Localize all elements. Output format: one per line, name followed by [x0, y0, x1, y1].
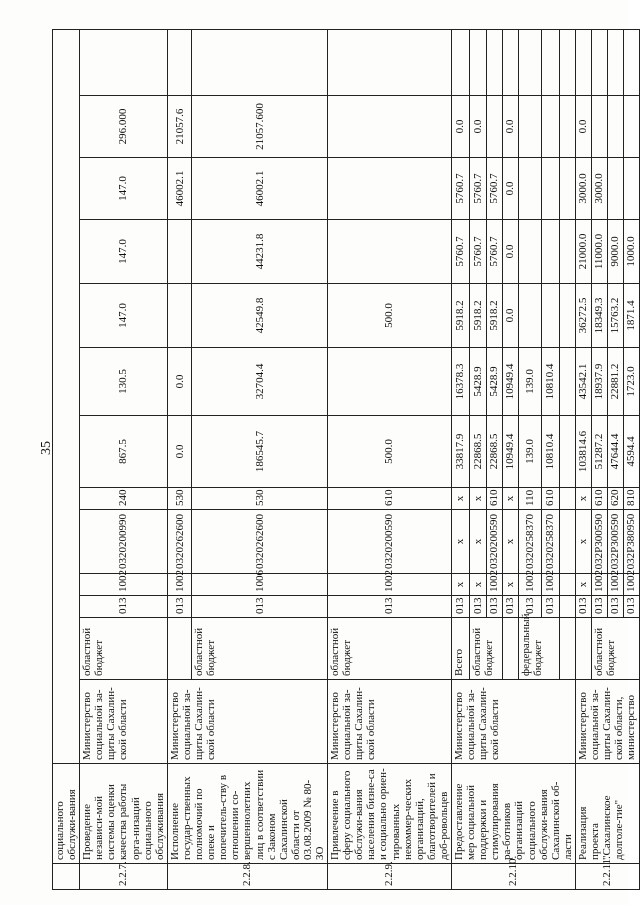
table-row: [328, 29, 452, 889]
value-3: 9000.0: [607, 220, 623, 284]
code-grbs: 013: [328, 596, 452, 618]
value-total: 867.5: [80, 416, 168, 488]
value-4: 5760.7: [470, 158, 487, 220]
value-4: 5760.7: [452, 158, 470, 220]
code-rzpr: 1002: [607, 574, 623, 596]
code-vr: 530: [167, 488, 191, 510]
value-5: [328, 96, 452, 158]
value-5: [541, 96, 559, 158]
value-6: [486, 29, 502, 95]
value-1: 139.0: [518, 348, 541, 416]
value-3: 21000.0: [575, 220, 591, 284]
code-csr: х: [575, 510, 591, 574]
budget-table: [52, 29, 640, 890]
code-vr: 610: [541, 488, 559, 510]
value-1: 130.5: [80, 348, 168, 416]
code-grbs: 013: [607, 596, 623, 618]
value-6: [623, 29, 639, 95]
value-6: [591, 29, 607, 95]
code-rzpr: х: [575, 574, 591, 596]
page-number: 35: [39, 441, 54, 455]
code-csr: 0320258370: [541, 510, 559, 574]
executor: Министерство социальной за-щиты Сахалин-ской области: [452, 680, 576, 764]
value-5: [623, 96, 639, 158]
value-4: 0.0: [502, 158, 518, 220]
value-2: 15763.2: [607, 284, 623, 348]
code-csr: 0320262600: [167, 510, 191, 574]
value-3: 0.0: [502, 220, 518, 284]
value-4: 147.0: [80, 158, 168, 220]
value-4: 5760.7: [486, 158, 502, 220]
value-total: 0.0: [167, 416, 191, 488]
funding-source: областной бюджет: [192, 618, 328, 680]
measure-name: Проведение независи-мой системы оценки качества работы орга-низаций социального обслуживания: [80, 764, 168, 864]
code-rzpr: 1002: [486, 574, 502, 596]
table-body: [53, 29, 640, 889]
code-grbs: 013: [541, 596, 559, 618]
code-csr: х: [470, 510, 487, 574]
value-1: [328, 348, 452, 416]
measure-name: Привлечение в сферу социального обслужи-вания населения бизне-са и социально ориен-тированных некоммер-ческих организаций, благотворителей и доб-ровольцев: [328, 764, 452, 864]
value-3: 147.0: [80, 220, 168, 284]
value-3: 5760.7: [470, 220, 487, 284]
funding-source: областной бюджет: [328, 618, 452, 680]
value-1: 10949.4: [502, 348, 518, 416]
executor: Министерство социальной за-щиты Сахалин-ской области: [167, 680, 327, 764]
row-number: 2.2.10.: [452, 864, 576, 890]
value-1: 1723.0: [623, 348, 639, 416]
value-3: 5760.7: [486, 220, 502, 284]
code-vr: 620: [607, 488, 623, 510]
code-grbs: 013: [452, 596, 470, 618]
value-1: 5428.9: [486, 348, 502, 416]
value-2: 42549.8: [192, 284, 328, 348]
value-3: 11000.0: [591, 220, 607, 284]
value-6: [518, 29, 541, 95]
value-2: 5918.2: [452, 284, 470, 348]
value-total: 186545.7: [192, 416, 328, 488]
funding-source: областной бюджет: [591, 618, 639, 680]
value-2: 147.0: [80, 284, 168, 348]
funding-source: областной бюджет: [80, 618, 168, 680]
code-rzpr: 1006: [192, 574, 328, 596]
code-rzpr: 1002: [518, 574, 541, 596]
code-rzpr: 1002: [591, 574, 607, 596]
code-vr: 530: [192, 488, 328, 510]
value-6: [470, 29, 487, 95]
value-total: 139.0: [518, 416, 541, 488]
code-vr: 610: [591, 488, 607, 510]
value-4: 3000.0: [591, 158, 607, 220]
row-number: 2.2.9.: [328, 864, 452, 890]
code-rzpr: х: [502, 574, 518, 596]
code-vr: х: [470, 488, 487, 510]
value-2: 1871.4: [623, 284, 639, 348]
value-6: [80, 29, 168, 95]
value-total: 4594.4: [623, 416, 639, 488]
value-6: [328, 29, 452, 95]
value-2: [518, 284, 541, 348]
value-2: 18349.3: [591, 284, 607, 348]
value-4: [607, 158, 623, 220]
value-5: [518, 96, 541, 158]
value-total: 500.0: [328, 416, 452, 488]
value-6: [192, 29, 328, 95]
value-4: [623, 158, 639, 220]
value-5: [591, 96, 607, 158]
value-3: [167, 220, 191, 284]
value-3: [328, 220, 452, 284]
value-1: 0.0: [167, 348, 191, 416]
code-csr: 0320200990: [80, 510, 168, 574]
value-5: 0.0: [452, 96, 470, 158]
value-2: [541, 284, 559, 348]
continuation-text: социального обслужи-вания: [53, 764, 80, 864]
value-total: 22868.5: [486, 416, 502, 488]
measure-name: Предоставление мер социальной поддержки и стимулирования ра-ботников организаций социального обслужи-вания Сахалинской об-ласти: [452, 764, 576, 864]
value-1: 5428.9: [470, 348, 487, 416]
value-4: 46002.1: [192, 158, 328, 220]
value-6: [167, 29, 191, 95]
value-5: 296.000: [80, 96, 168, 158]
value-1: 22881.2: [607, 348, 623, 416]
code-rzpr: 1002: [80, 574, 168, 596]
code-csr: х: [452, 510, 470, 574]
code-vr: х: [575, 488, 591, 510]
value-2: 5918.2: [470, 284, 487, 348]
table-row: [80, 29, 168, 889]
executor: Министерство социальной за-щиты Сахалин-ской области: [328, 680, 452, 764]
funding-source: областной бюджет: [470, 618, 503, 680]
row-empty-no: [53, 864, 80, 890]
code-csr: 032P380950: [623, 510, 639, 574]
code-vr: 810: [623, 488, 639, 510]
value-3: 44231.8: [192, 220, 328, 284]
value-4: 46002.1: [167, 158, 191, 220]
measure-name: Исполнение государ-ственных полномочий по опеке и попечитель-ству в отношении со-вершеннолетних лиц в соответствии с Законом Сахалинской области от 03.08.2009 № 80-ЗО: [167, 764, 327, 864]
value-4: [541, 158, 559, 220]
value-1: 16378.3: [452, 348, 470, 416]
table-row: [53, 29, 80, 889]
value-5: 0.0: [575, 96, 591, 158]
code-grbs: 013: [623, 596, 639, 618]
code-grbs: 013: [470, 596, 487, 618]
value-2: 5918.2: [486, 284, 502, 348]
value-total: 47644.4: [607, 416, 623, 488]
table-row: [167, 29, 191, 889]
funding-source: Всего: [452, 618, 470, 680]
value-1: 43542.1: [575, 348, 591, 416]
value-2: [167, 284, 191, 348]
value-1: 18937.9: [591, 348, 607, 416]
value-6: [575, 29, 591, 95]
value-6: [452, 29, 470, 95]
executor: Министерство социальной за-щиты Сахалин-ской области: [80, 680, 168, 764]
code-grbs: 013: [502, 596, 518, 618]
code-grbs: 013: [192, 596, 328, 618]
code-rzpr: х: [470, 574, 487, 596]
value-5: 0.0: [502, 96, 518, 158]
executor: Министерство социальной за-щиты Сахалин-ской области, министерство: [575, 680, 639, 764]
value-5: 21057.600: [192, 96, 328, 158]
value-4: [518, 158, 541, 220]
budget-table-rotated: [52, 30, 638, 890]
code-vr: х: [452, 488, 470, 510]
value-6: [502, 29, 518, 95]
row-number: 2.2.7.: [80, 864, 168, 890]
value-4: 3000.0: [575, 158, 591, 220]
code-rzpr: 1002: [541, 574, 559, 596]
code-csr: 0320200590: [486, 510, 502, 574]
value-4: [328, 158, 452, 220]
value-total: 51287.2: [591, 416, 607, 488]
code-vr: х: [502, 488, 518, 510]
value-1: 10810.4: [541, 348, 559, 416]
value-total: 10949.4: [502, 416, 518, 488]
value-5: 0.0: [470, 96, 487, 158]
value-6: [607, 29, 623, 95]
value-6: [541, 29, 559, 95]
code-grbs: 013: [80, 596, 168, 618]
value-total: 33817.9: [452, 416, 470, 488]
code-vr: 610: [486, 488, 502, 510]
code-rzpr: 1002: [623, 574, 639, 596]
value-5: [486, 96, 502, 158]
code-vr: 110: [518, 488, 541, 510]
code-rzpr: 1002: [328, 574, 452, 596]
code-vr: 240: [80, 488, 168, 510]
row-number: 2.2.11.: [575, 864, 639, 890]
code-rzpr: х: [452, 574, 470, 596]
code-rzpr: 1002: [167, 574, 191, 596]
code-vr: 610: [328, 488, 452, 510]
value-5: 21057.6: [167, 96, 191, 158]
value-3: [541, 220, 559, 284]
value-3: 5760.7: [452, 220, 470, 284]
code-grbs: 013: [591, 596, 607, 618]
code-csr: 032P300590: [591, 510, 607, 574]
row-number: 2.2.8.: [167, 864, 327, 890]
funding-source: федеральный бюджет: [518, 618, 559, 680]
value-total: 10810.4: [541, 416, 559, 488]
value-3: [518, 220, 541, 284]
value-2: 36272.5: [575, 284, 591, 348]
code-csr: 0320258370: [518, 510, 541, 574]
table-row: [575, 29, 591, 889]
code-csr: х: [502, 510, 518, 574]
value-total: 103814.6: [575, 416, 591, 488]
measure-name: Реализация проекта "Сахалинское долголе-тие": [575, 764, 639, 864]
value-5: [607, 96, 623, 158]
value-2: 0.0: [502, 284, 518, 348]
code-grbs: 013: [575, 596, 591, 618]
value-1: 32704.4: [192, 348, 328, 416]
code-grbs: 013: [167, 596, 191, 618]
code-grbs: 013: [518, 596, 541, 618]
value-2: 500.0: [328, 284, 452, 348]
code-csr: 0320262600: [192, 510, 328, 574]
code-grbs: 013: [486, 596, 502, 618]
table-row: [452, 29, 470, 889]
value-total: 22868.5: [470, 416, 487, 488]
code-csr: 032P300590: [607, 510, 623, 574]
value-3: 1000.0: [623, 220, 639, 284]
code-csr: 0320200590: [328, 510, 452, 574]
